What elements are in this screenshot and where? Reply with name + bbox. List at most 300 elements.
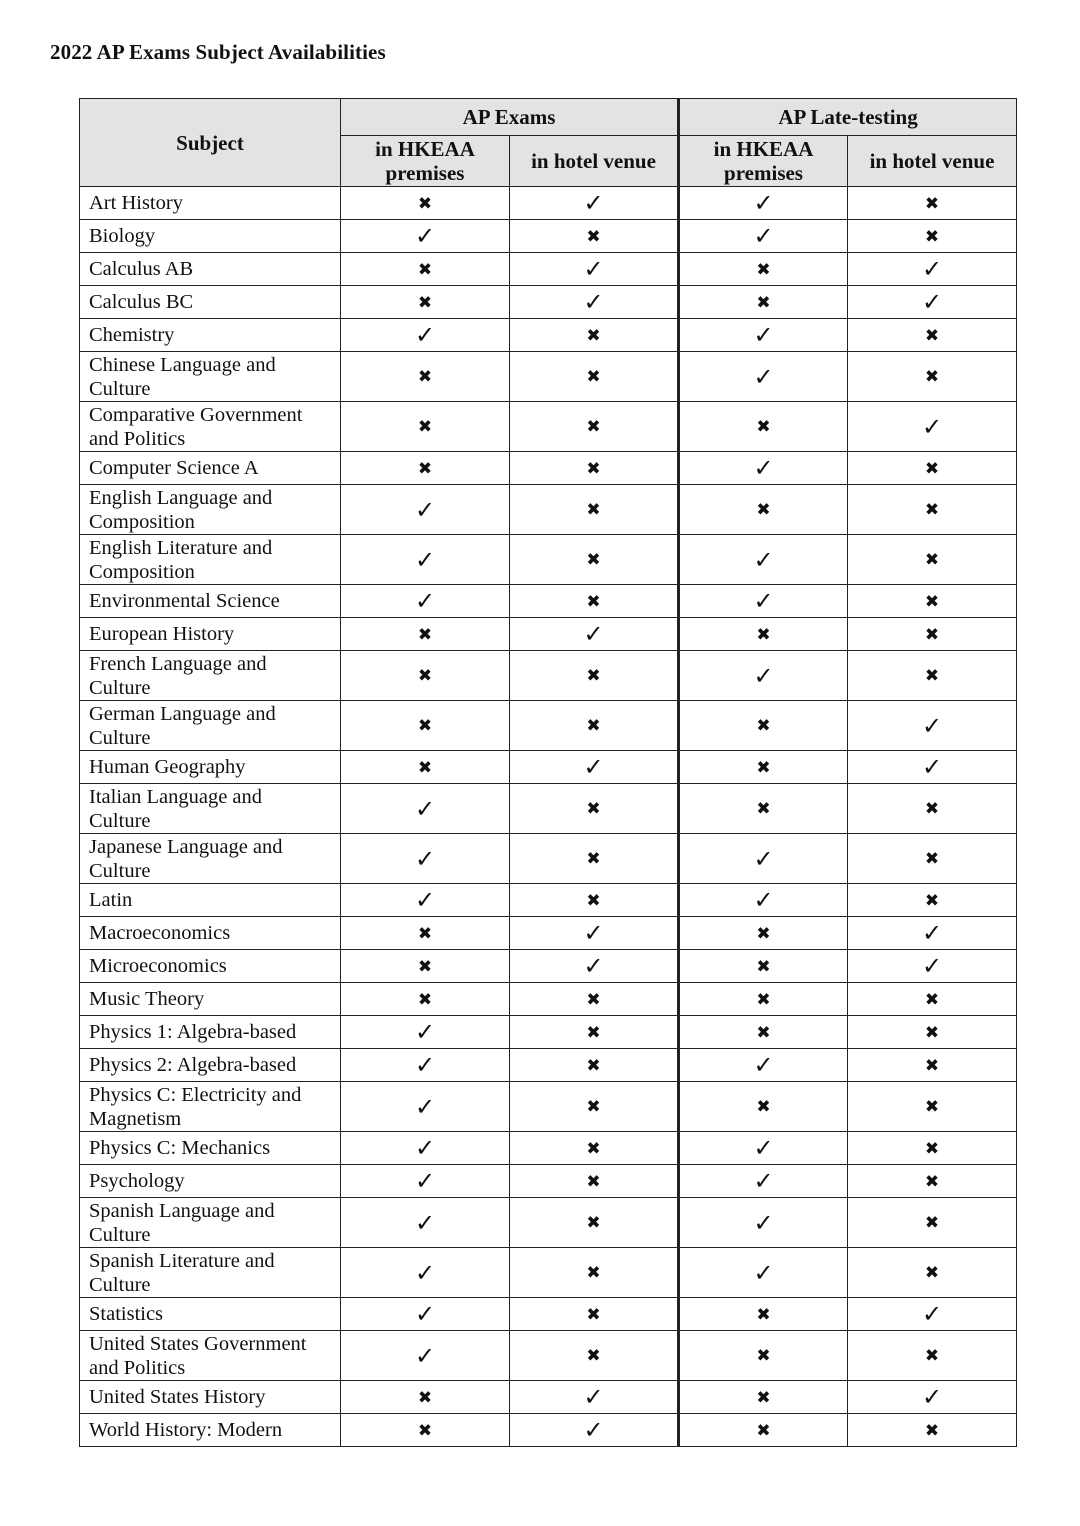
subject-cell: [80, 1414, 341, 1447]
availability-cell-exams-hkeaa: [341, 701, 510, 751]
cross-mark-icon: ✖: [924, 666, 940, 686]
cross-mark-icon: ✖: [586, 1213, 601, 1233]
table-row: [80, 950, 1017, 983]
availability-cell-late-hotel: [848, 884, 1017, 917]
availability-cell-exams-hotel: [510, 286, 679, 319]
availability-cell-late-hkeaa: [679, 220, 848, 253]
availability-cell-exams-hotel: [510, 1331, 679, 1381]
subject-name: Statistics: [89, 1303, 164, 1325]
availability-cell-late-hotel: [848, 1331, 1017, 1381]
check-mark-icon: ✓: [921, 753, 943, 781]
availability-cell-exams-hkeaa: [341, 220, 510, 253]
check-mark-icon: ✓: [414, 1167, 436, 1195]
table-row: [80, 1198, 1017, 1248]
cross-mark-icon: ✖: [586, 799, 601, 819]
cross-mark-icon: ✖: [924, 1097, 940, 1117]
availability-cell-late-hkeaa: [679, 1248, 848, 1298]
check-mark-icon: ✓: [583, 952, 604, 980]
subject-name: Macroeconomics: [89, 922, 231, 944]
cross-mark-icon: ✖: [586, 550, 601, 570]
ap-exams-group-header: AP Exams: [341, 99, 679, 136]
cross-mark-icon: ✖: [586, 417, 601, 437]
availability-cell-late-hkeaa: [679, 1331, 848, 1381]
subject-name: Culture: [89, 377, 151, 400]
check-mark-icon: ✓: [753, 1208, 774, 1237]
cross-mark-icon: ✖: [586, 849, 601, 869]
subject-name: Culture: [89, 726, 151, 749]
table-row: [80, 834, 1017, 884]
subject-cell: [80, 884, 341, 917]
availability-cell-late-hkeaa: [679, 618, 848, 651]
availability-cell-late-hkeaa: [679, 917, 848, 950]
availability-cell-exams-hotel: [510, 220, 679, 253]
check-mark-icon: ✓: [583, 1383, 604, 1411]
cross-mark-icon: ✖: [924, 1420, 940, 1441]
cross-mark-icon: ✖: [924, 550, 940, 570]
availability-cell-exams-hkeaa: [341, 1298, 510, 1331]
cross-mark-icon: ✖: [417, 923, 433, 944]
check-mark-icon: ✓: [583, 189, 604, 217]
availability-cell-exams-hkeaa: [341, 651, 510, 701]
table-row: [80, 983, 1017, 1016]
cross-mark-icon: ✖: [924, 1171, 940, 1192]
cross-mark-icon: ✖: [586, 1263, 601, 1283]
availability-cell-exams-hkeaa: [341, 1132, 510, 1165]
subject-name: Chemistry: [89, 324, 175, 346]
cross-mark-icon: ✖: [924, 591, 940, 612]
availability-cell-exams-hkeaa: [341, 1165, 510, 1198]
cross-mark-icon: ✖: [586, 716, 601, 736]
availability-cell-late-hkeaa: [679, 751, 848, 784]
cross-mark-icon: ✖: [586, 666, 601, 686]
subject-name: Physics C: Electricity and: [89, 1083, 302, 1106]
availability-cell-late-hkeaa: [679, 651, 848, 701]
subject-name: Calculus BC: [89, 291, 194, 313]
availability-cell-exams-hotel: [510, 834, 679, 884]
availability-cell-late-hkeaa: [679, 253, 848, 286]
column-header-exams-hotel: in hotel venue: [510, 136, 679, 187]
availability-cell-exams-hotel: [510, 784, 679, 834]
availability-cell-exams-hkeaa: [341, 1331, 510, 1381]
cross-mark-icon: ✖: [586, 1171, 601, 1192]
availability-cell-exams-hotel: [510, 1082, 679, 1132]
cross-mark-icon: ✖: [924, 1213, 940, 1233]
subject-cell: [80, 1016, 341, 1049]
availability-cell-late-hkeaa: [679, 701, 848, 751]
availability-cell-late-hotel: [848, 1016, 1017, 1049]
subject-cell: [80, 618, 341, 651]
cross-mark-icon: ✖: [924, 367, 940, 387]
availability-cell-late-hkeaa: [679, 452, 848, 485]
subject-name: English Language and: [89, 486, 273, 509]
availability-cell-exams-hotel: [510, 1248, 679, 1298]
check-mark-icon: ✓: [414, 1341, 436, 1370]
subject-cell: [80, 319, 341, 352]
check-mark-icon: ✓: [414, 1208, 436, 1237]
availability-cell-late-hotel: [848, 917, 1017, 950]
availability-cell-late-hkeaa: [679, 950, 848, 983]
availability-cell-exams-hotel: [510, 950, 679, 983]
availability-cell-exams-hotel: [510, 1049, 679, 1082]
availability-cell-late-hotel: [848, 1082, 1017, 1132]
subject-name: Composition: [89, 510, 195, 533]
availability-cell-late-hotel: [848, 618, 1017, 651]
availability-cell-late-hotel: [848, 452, 1017, 485]
cross-mark-icon: ✖: [417, 989, 433, 1010]
availability-cell-exams-hkeaa: [341, 535, 510, 585]
subject-name: French Language and: [89, 652, 267, 675]
check-mark-icon: ✓: [921, 1300, 943, 1328]
check-mark-icon: ✓: [753, 1134, 774, 1162]
check-mark-icon: ✓: [921, 711, 943, 740]
table-row: [80, 1049, 1017, 1082]
cross-mark-icon: ✖: [417, 666, 433, 686]
subject-name: Comparative Government: [89, 403, 303, 426]
cross-mark-icon: ✖: [924, 325, 940, 346]
availability-cell-late-hotel: [848, 651, 1017, 701]
subject-column-header: Subject: [80, 99, 341, 187]
availability-cell-late-hkeaa: [679, 352, 848, 402]
table-row: [80, 535, 1017, 585]
availability-cell-exams-hkeaa: [341, 187, 510, 220]
availability-cell-late-hkeaa: [679, 1016, 848, 1049]
availability-cell-exams-hkeaa: [341, 319, 510, 352]
table-row: [80, 618, 1017, 651]
cross-mark-icon: ✖: [417, 367, 433, 387]
cross-mark-icon: ✖: [924, 989, 940, 1010]
cross-mark-icon: ✖: [756, 1387, 771, 1408]
table-row: [80, 452, 1017, 485]
availability-cell-late-hotel: [848, 1248, 1017, 1298]
subject-name: Japanese Language and: [89, 835, 283, 858]
availability-cell-late-hkeaa: [679, 187, 848, 220]
subject-cell: [80, 352, 341, 402]
check-mark-icon: ✓: [753, 545, 774, 574]
subject-cell: [80, 485, 341, 535]
table-row: [80, 917, 1017, 950]
cross-mark-icon: ✖: [586, 226, 601, 247]
check-mark-icon: ✓: [583, 753, 604, 781]
table-row: [80, 402, 1017, 452]
subject-name: and Politics: [89, 427, 186, 450]
availability-cell-late-hkeaa: [679, 585, 848, 618]
cross-mark-icon: ✖: [586, 1138, 601, 1159]
cross-mark-icon: ✖: [417, 757, 433, 778]
availability-cell-exams-hkeaa: [341, 352, 510, 402]
subject-name: Biology: [89, 225, 156, 247]
check-mark-icon: ✓: [414, 794, 436, 823]
check-mark-icon: ✓: [921, 412, 943, 441]
availability-cell-exams-hkeaa: [341, 950, 510, 983]
subject-cell: [80, 585, 341, 618]
subject-name: United States History: [89, 1386, 266, 1408]
subject-cell: [80, 983, 341, 1016]
cross-mark-icon: ✖: [756, 923, 771, 944]
availability-cell-late-hotel: [848, 1298, 1017, 1331]
subject-name: Computer Science A: [89, 457, 259, 479]
availability-cell-exams-hotel: [510, 485, 679, 535]
table-row: [80, 1016, 1017, 1049]
cross-mark-icon: ✖: [924, 458, 940, 479]
check-mark-icon: ✓: [921, 919, 943, 947]
cross-mark-icon: ✖: [756, 259, 771, 280]
cross-mark-icon: ✖: [586, 1055, 601, 1076]
subject-name: Physics 2: Algebra-based: [89, 1054, 297, 1076]
table-row: [80, 286, 1017, 319]
availability-cell-exams-hkeaa: [341, 784, 510, 834]
document-title: 2022 AP Exams Subject Availabilities: [50, 40, 386, 64]
check-mark-icon: ✓: [753, 844, 774, 873]
availability-cell-exams-hotel: [510, 1381, 679, 1414]
subject-cell: [80, 286, 341, 319]
availability-cell-exams-hotel: [510, 452, 679, 485]
availability-cell-exams-hotel: [510, 1298, 679, 1331]
check-mark-icon: ✓: [753, 587, 774, 615]
availability-cell-late-hotel: [848, 286, 1017, 319]
table-row: [80, 1414, 1017, 1447]
subject-name: Art History: [89, 192, 183, 214]
cross-mark-icon: ✖: [417, 624, 433, 645]
cross-mark-icon: ✖: [756, 956, 771, 977]
subject-cell: [80, 1298, 341, 1331]
subject-name: Culture: [89, 859, 151, 882]
availability-cell-exams-hkeaa: [341, 1016, 510, 1049]
subject-name: Microeconomics: [89, 955, 227, 977]
availability-cell-exams-hkeaa: [341, 618, 510, 651]
subject-name: United States Government: [89, 1332, 307, 1355]
table-row: [80, 220, 1017, 253]
cross-mark-icon: ✖: [756, 500, 771, 520]
check-mark-icon: ✓: [414, 321, 436, 349]
availability-cell-late-hotel: [848, 1132, 1017, 1165]
availability-cell-exams-hkeaa: [341, 253, 510, 286]
cross-mark-icon: ✖: [586, 500, 601, 520]
check-mark-icon: ✓: [753, 661, 774, 690]
check-mark-icon: ✓: [414, 1300, 436, 1328]
availability-cell-exams-hotel: [510, 253, 679, 286]
subject-cell: [80, 751, 341, 784]
column-header-exams-hkeaa: in HKEAA premises: [341, 136, 510, 187]
availability-cell-late-hotel: [848, 1049, 1017, 1082]
availability-cell-exams-hkeaa: [341, 402, 510, 452]
table-row: [80, 253, 1017, 286]
check-mark-icon: ✓: [921, 952, 943, 980]
cross-mark-icon: ✖: [924, 1138, 940, 1159]
check-mark-icon: ✓: [921, 1383, 943, 1411]
check-mark-icon: ✓: [583, 1416, 604, 1444]
cross-mark-icon: ✖: [417, 1420, 433, 1441]
check-mark-icon: ✓: [414, 886, 436, 914]
availability-cell-late-hkeaa: [679, 1049, 848, 1082]
availability-cell-exams-hkeaa: [341, 917, 510, 950]
availability-cell-late-hkeaa: [679, 884, 848, 917]
subject-name: European History: [89, 623, 235, 645]
check-mark-icon: ✓: [583, 255, 604, 283]
subject-name: Music Theory: [89, 988, 205, 1010]
subject-cell: [80, 1331, 341, 1381]
subject-name: Spanish Language and: [89, 1199, 275, 1222]
availability-cell-late-hkeaa: [679, 1132, 848, 1165]
subject-name: Human Geography: [89, 756, 246, 778]
availability-cell-exams-hkeaa: [341, 485, 510, 535]
availability-cell-exams-hotel: [510, 1132, 679, 1165]
subject-name: World History: Modern: [89, 1419, 283, 1441]
cross-mark-icon: ✖: [417, 458, 433, 479]
cross-mark-icon: ✖: [756, 989, 771, 1010]
check-mark-icon: ✓: [414, 495, 436, 524]
check-mark-icon: ✓: [583, 620, 604, 648]
subject-cell: [80, 1049, 341, 1082]
availability-cell-exams-hotel: [510, 618, 679, 651]
table-row: [80, 1248, 1017, 1298]
cross-mark-icon: ✖: [924, 193, 940, 214]
availability-cell-exams-hotel: [510, 1414, 679, 1447]
availability-cell-exams-hotel: [510, 701, 679, 751]
availability-cell-exams-hotel: [510, 1165, 679, 1198]
check-mark-icon: ✓: [583, 288, 604, 316]
subject-cell: [80, 253, 341, 286]
cross-mark-icon: ✖: [586, 1022, 601, 1043]
cross-mark-icon: ✖: [586, 591, 601, 612]
availability-cell-exams-hotel: [510, 535, 679, 585]
cross-mark-icon: ✖: [417, 292, 433, 313]
subject-cell: [80, 187, 341, 220]
subject-name: Chinese Language and: [89, 353, 276, 376]
availability-cell-exams-hkeaa: [341, 452, 510, 485]
cross-mark-icon: ✖: [756, 716, 771, 736]
availability-cell-late-hkeaa: [679, 402, 848, 452]
subject-name: Culture: [89, 1273, 151, 1296]
cross-mark-icon: ✖: [756, 417, 771, 437]
cross-mark-icon: ✖: [586, 367, 601, 387]
subject-cell: [80, 834, 341, 884]
availability-cell-late-hkeaa: [679, 1082, 848, 1132]
availability-cell-exams-hkeaa: [341, 1198, 510, 1248]
availability-cell-late-hkeaa: [679, 485, 848, 535]
subject-cell: [80, 1082, 341, 1132]
check-mark-icon: ✓: [414, 844, 436, 873]
subject-cell: [80, 1165, 341, 1198]
subject-cell: [80, 402, 341, 452]
availability-cell-late-hotel: [848, 187, 1017, 220]
availability-cell-late-hotel: [848, 834, 1017, 884]
availability-cell-late-hotel: [848, 1165, 1017, 1198]
check-mark-icon: ✓: [414, 222, 436, 250]
table-row: [80, 884, 1017, 917]
cross-mark-icon: ✖: [756, 799, 771, 819]
availability-cell-exams-hkeaa: [341, 585, 510, 618]
cross-mark-icon: ✖: [417, 259, 433, 280]
availability-cell-late-hkeaa: [679, 319, 848, 352]
check-mark-icon: ✓: [921, 255, 943, 283]
availability-cell-late-hotel: [848, 319, 1017, 352]
cross-mark-icon: ✖: [417, 193, 433, 214]
check-mark-icon: ✓: [583, 919, 604, 947]
availability-cell-late-hkeaa: [679, 1381, 848, 1414]
availability-cell-late-hotel: [848, 784, 1017, 834]
subject-cell: [80, 784, 341, 834]
cross-mark-icon: ✖: [586, 989, 601, 1010]
table-row: [80, 485, 1017, 535]
cross-mark-icon: ✖: [586, 890, 601, 911]
availability-cell-exams-hkeaa: [341, 1049, 510, 1082]
availability-cell-exams-hkeaa: [341, 1082, 510, 1132]
table-row: [80, 784, 1017, 834]
availability-cell-late-hotel: [848, 402, 1017, 452]
availability-cell-late-hotel: [848, 983, 1017, 1016]
subject-name: Italian Language and: [89, 785, 263, 808]
check-mark-icon: ✓: [753, 362, 774, 391]
table-row: [80, 585, 1017, 618]
table-row: [80, 1298, 1017, 1331]
table-row: [80, 751, 1017, 784]
availability-cell-late-hotel: [848, 751, 1017, 784]
check-mark-icon: ✓: [921, 288, 943, 316]
availability-cell-exams-hkeaa: [341, 834, 510, 884]
subject-name: and Politics: [89, 1356, 186, 1379]
availability-cell-exams-hotel: [510, 352, 679, 402]
cross-mark-icon: ✖: [756, 757, 771, 778]
availability-cell-late-hkeaa: [679, 834, 848, 884]
subject-cell: [80, 651, 341, 701]
check-mark-icon: ✓: [414, 587, 436, 615]
cross-mark-icon: ✖: [417, 716, 433, 736]
availability-cell-late-hkeaa: [679, 784, 848, 834]
cross-mark-icon: ✖: [756, 1420, 771, 1441]
subject-name: Culture: [89, 676, 151, 699]
availability-cell-late-hkeaa: [679, 1298, 848, 1331]
cross-mark-icon: ✖: [756, 1346, 771, 1366]
subject-name: Physics 1: Algebra-based: [89, 1021, 297, 1043]
cross-mark-icon: ✖: [756, 624, 771, 645]
cross-mark-icon: ✖: [586, 325, 601, 346]
subject-name: Latin: [89, 889, 133, 911]
availability-cell-exams-hotel: [510, 585, 679, 618]
cross-mark-icon: ✖: [417, 1387, 433, 1408]
availability-cell-exams-hkeaa: [341, 983, 510, 1016]
subject-name: Calculus AB: [89, 258, 194, 280]
cross-mark-icon: ✖: [756, 292, 771, 313]
table-row: [80, 187, 1017, 220]
availability-cell-late-hotel: [848, 585, 1017, 618]
cross-mark-icon: ✖: [924, 1346, 940, 1366]
availability-cell-exams-hotel: [510, 884, 679, 917]
cross-mark-icon: ✖: [924, 226, 940, 247]
subject-cell: [80, 1381, 341, 1414]
cross-mark-icon: ✖: [417, 417, 433, 437]
availability-cell-exams-hotel: [510, 751, 679, 784]
check-mark-icon: ✓: [753, 222, 774, 250]
check-mark-icon: ✓: [753, 1167, 774, 1195]
availability-cell-late-hkeaa: [679, 1198, 848, 1248]
table-row: [80, 701, 1017, 751]
subject-name: English Literature and: [89, 536, 273, 559]
check-mark-icon: ✓: [753, 189, 774, 217]
availability-cell-late-hkeaa: [679, 1165, 848, 1198]
column-header-late-hotel: in hotel venue: [848, 136, 1017, 187]
availability-cell-late-hotel: [848, 352, 1017, 402]
subject-cell: [80, 1248, 341, 1298]
check-mark-icon: ✓: [414, 1092, 436, 1121]
cross-mark-icon: ✖: [586, 1346, 601, 1366]
table-row: [80, 1331, 1017, 1381]
subject-name: Physics C: Mechanics: [89, 1137, 271, 1159]
availability-cell-late-hotel: [848, 950, 1017, 983]
availability-cell-exams-hkeaa: [341, 1248, 510, 1298]
table-row: [80, 352, 1017, 402]
availability-cell-late-hotel: [848, 535, 1017, 585]
subject-name: Culture: [89, 1223, 151, 1246]
